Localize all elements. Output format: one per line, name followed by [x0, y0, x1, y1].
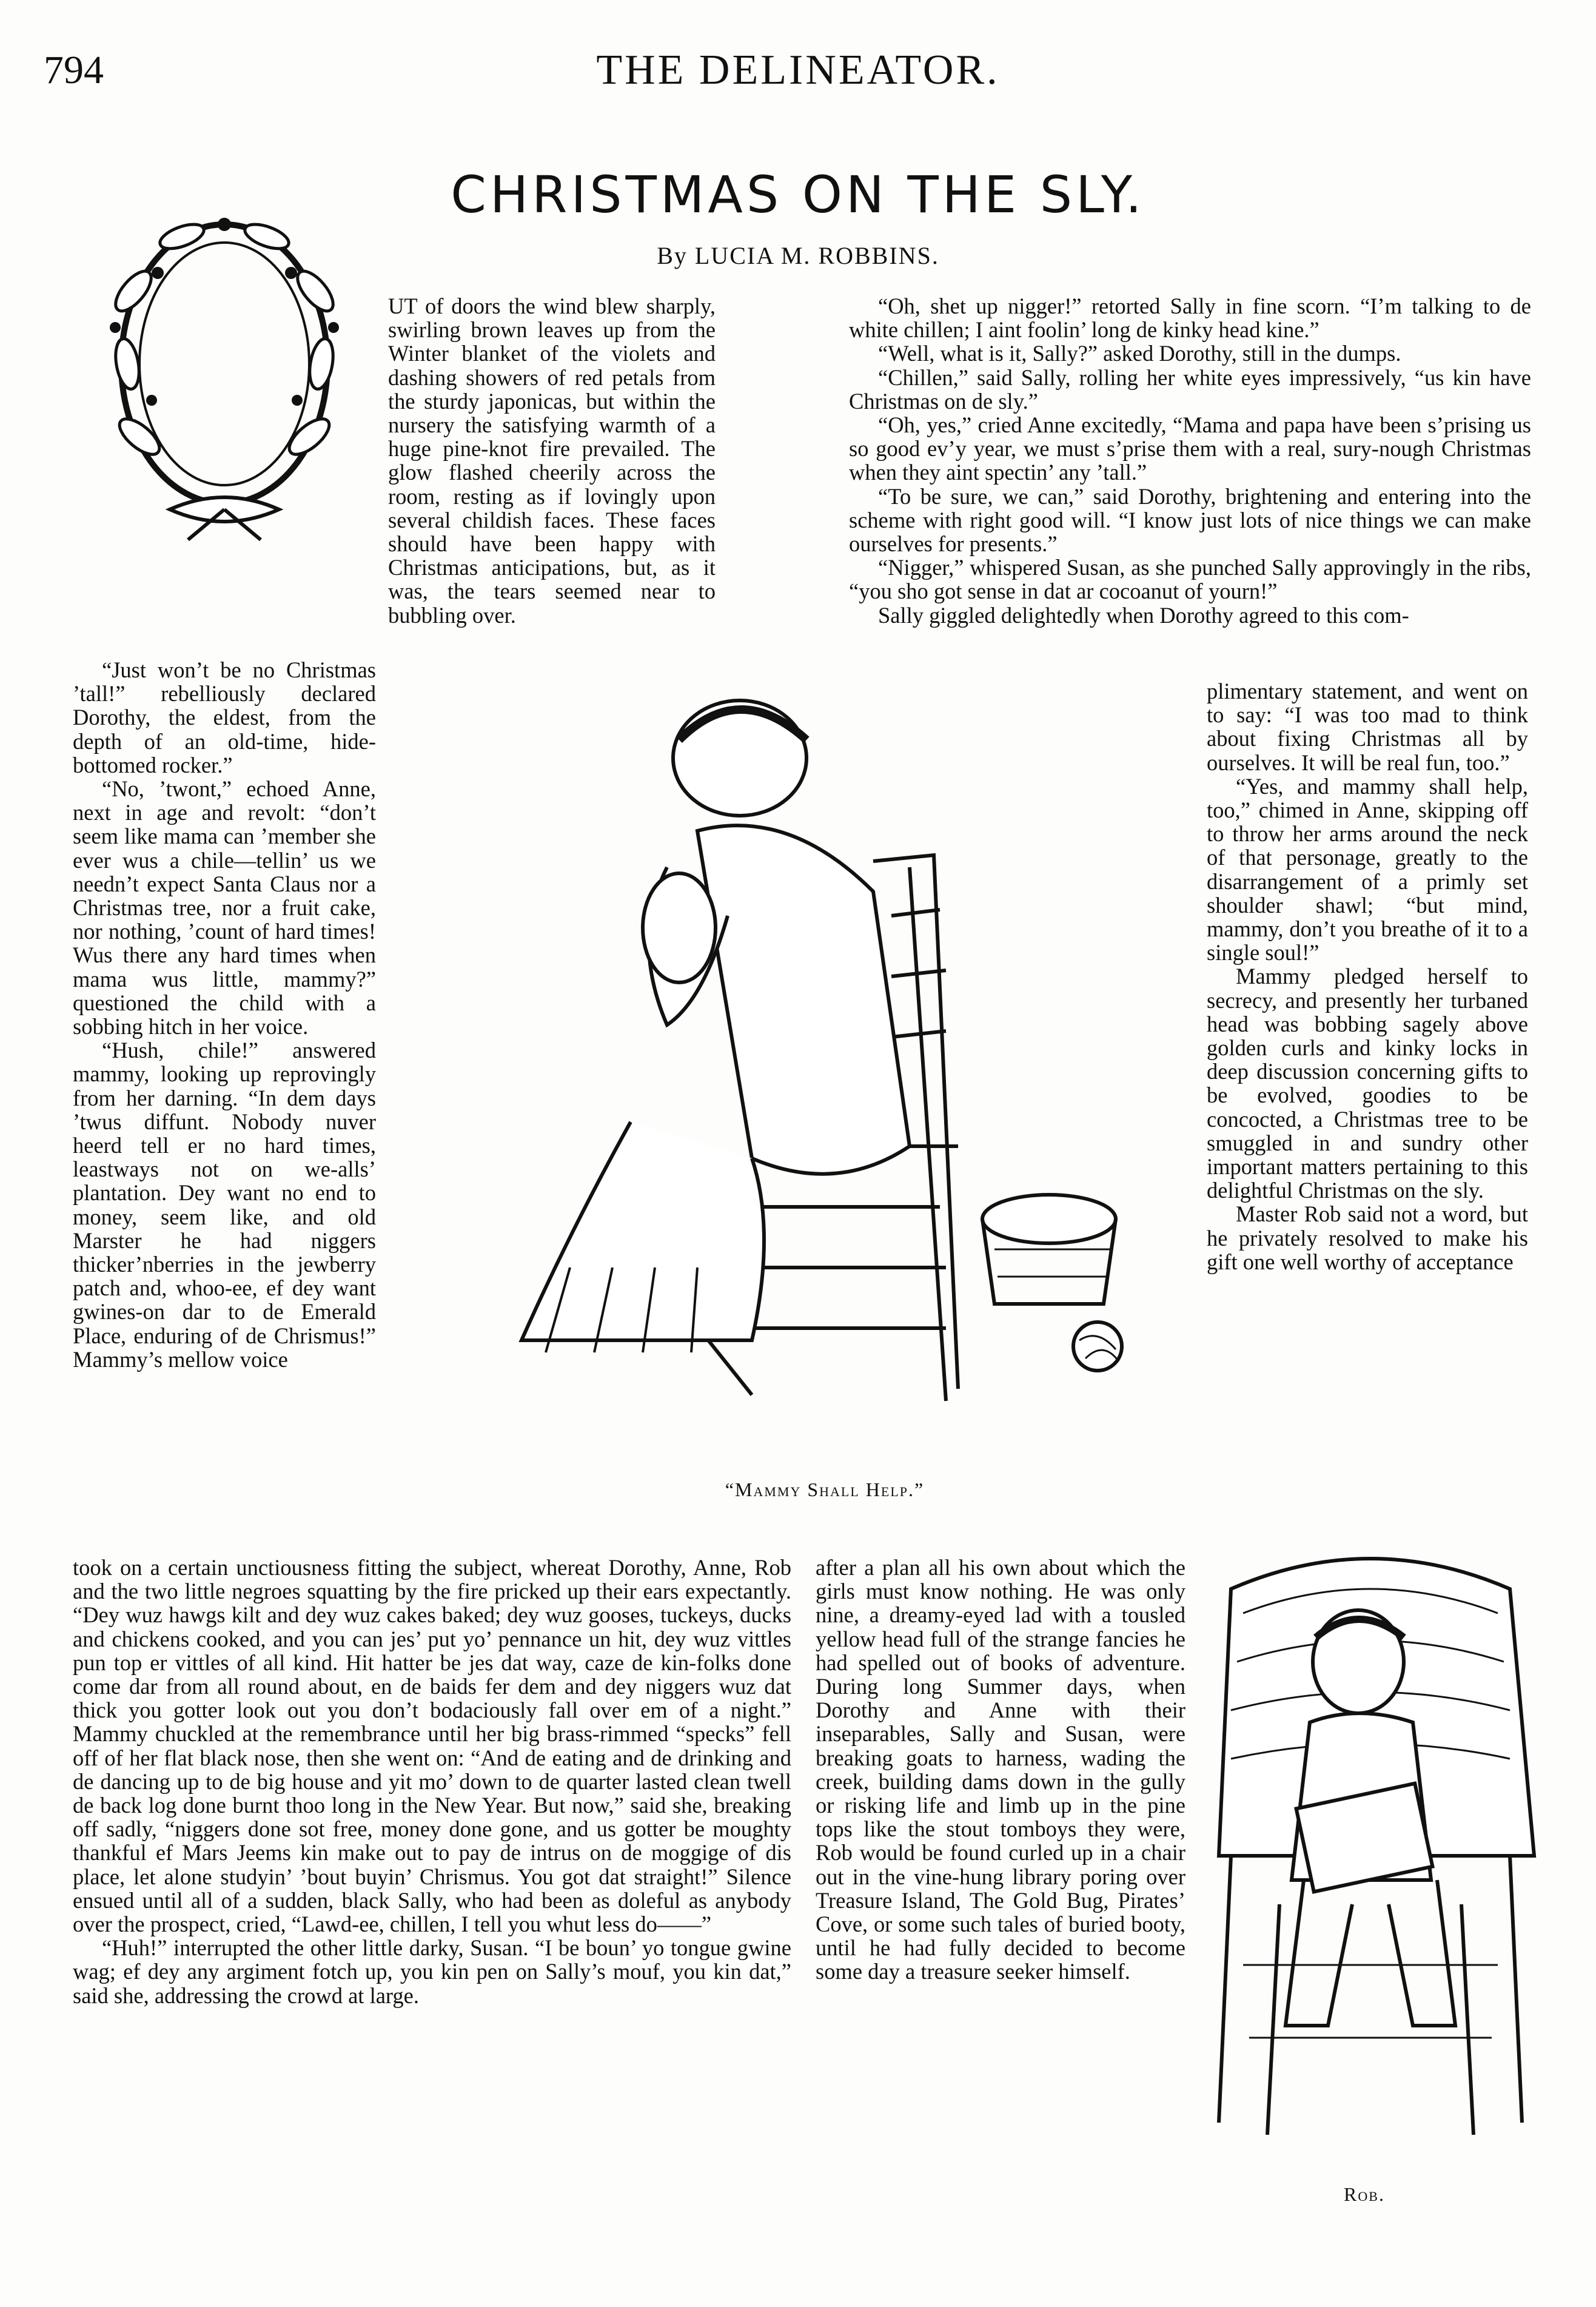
rob-illustration: [1195, 1540, 1546, 2159]
paragraph-mammy-continued: took on a certain unctiousness fitting the subject, whereat Dorothy, Anne, Rob and the two little negroes squatting by the fire pricked up their ears expectantly. “Dey wuz hawgs kilt and dey wuz cakes baked; dey wuz gooses, tuckeys, ducks and chickens cooked, and you can jes’ put yo’ pennance un hit, dey wuz vittles pun top er vittles of all kind. Hit hatter be jes dat way, caze de kin-folks done come dar from all round about, en de baids fer dem and dey niggers wuz dat thick you gotter look out you don’t bodaciously fall over em of a night.” Mammy chuckled at the remembrance until her big brass-rimmed “specks” fell off of her flat black nose, then she went on: “And de eating and de drinking and de dancing up to de big house and yit mo’ down to de quarter lasted clean twell de back log done burnt thoo long in the New Year. But now,” said she, breaking off sadly, “niggers done sot free, money done gone, and us gotter be moughty thankful ef Mars Jeems kin make out to pay de intrus on de moggige of dis place, let alone studyin’ ’bout buyin’ Chrismus. You got dat straight!” Silence ensued until all of a sudden, black Sally, who had been as doleful as anybody over the prospect, cried, “Lawd-ee, chillen, I tell you whut less do——”: [73, 1555, 791, 1937]
mammy-caption: “Mammy Shall Help.”: [725, 1479, 925, 1500]
mammy-illustration: [412, 685, 1182, 1468]
rob-reading-in-wicker-chair-drawing: [1195, 1540, 1546, 2159]
left-column-narrow: [73, 658, 376, 1371]
paragraph-anne-excited: “Oh, yes,” cried Anne excitedly, “Mama and papa have been s’prising us so good ev’y year, we must s’prise them with a real, sury-nough Christmas when they aint spectin’ any ’tall.”: [849, 412, 1531, 485]
running-head: THE DELINEATOR.: [596, 47, 1000, 93]
paragraph-rob-plan: after a plan all his own about which the girls must know nothing. He was only nine, a dreamy-eyed lad with a tousled yellow head full of the strange fancies he had spelled out of books of adventure. During long Summer days, when Dorothy and Anne with their inseparables, Sally and Susan, were breaking goats to harness, wading the creek, building dams down in the gully or risking life and limb up in the pine tops like the stout tomboys they were, Rob would be found curled up in a chair out in the vine-hung library poring over Treasure Island, The Gold Bug, Pirates’ Cove, or some such tales of buried booty, until he had fully decided to become some day a treasure seeker himself.: [816, 1555, 1185, 1984]
byline: By LUCIA M. ROBBINS.: [657, 242, 939, 269]
paragraph-dorothy: “Just won’t be no Christmas ’tall!” rebelliously declared Dorothy, the eldest, from the depth of an old-time, hide-bottomed rocker.”: [73, 657, 376, 777]
paragraph-master-rob: Master Rob said not a word, but he privately resolved to make his gift one well worthy of acceptance: [1207, 1201, 1528, 1274]
paragraph-dorothy-asks: “Well, what is it, Sally?” asked Dorothy, still in the dumps.: [878, 341, 1401, 366]
paragraph-dorothy-agrees: “To be sure, we can,” said Dorothy, brightening and entering into the scheme with right good will. “I know just lots of nice things we can make ourselves for presents.”: [849, 483, 1531, 557]
mammy-in-rocking-chair-drawing: [412, 685, 1182, 1468]
opening-paragraph: UT of doors the wind blew sharply, swirling brown leaves up from the Winter blanket of the violets and dashing showers of red petals from the sturdy japonicas, but within the nursery the satisfying warmth of a huge pine-knot fire prevailed. The glow flashed cheerily across the room, resting as if lovingly upon several childish faces. These faces should have been happy with Christmas anticipations, but, as it was, the tears seemed near to bubbling over.: [388, 294, 716, 628]
paragraph-mammy-help: “Yes, and mammy shall help, too,” chimed in Anne, skipping off to throw her arms around the neck of that personage, greatly to the disarrangement of a primly set shoulder shawl; “but mind, mammy, don’t you breathe of it to a single soul!”: [1207, 773, 1528, 965]
paragraph-anne: “No, ’twont,” echoed Anne, next in age and revolt: “don’t seem like mama can ’member she ever wus a chile—tellin’ us we needn’t expect Santa Claus nor a Christmas tree, nor a fruit cake, nor nothing, ’count of hard times! Wus there any hard times when mama wus little, mammy?” questioned the child with a sobbing hitch in her voice.: [73, 776, 376, 1039]
paragraph-mammy: “Hush, chile!” answered mammy, looking up reprovingly from her darning. “In dem days ’twus diffunt. Nobody nuver heerd tell er no hard times, leastways not on we-alls’ plantation. Dey want no end to money, seem like, and old Marster he had niggers thicker’nberries in the jewberry patch and, whoo-ee, ef dey want gwines-on dar to de Emerald Place, enduring of de Chrismus!” Mammy’s mellow voice: [73, 1038, 376, 1372]
paragraph-susan-whispers: “Nigger,” whispered Susan, as she punched Sally approvingly in the ribs, “you sho got sense in dat ar cocoanut of yourn!”: [849, 555, 1531, 604]
left-column-lower: [73, 1556, 791, 2007]
right-column-narrow: [1207, 679, 1528, 1274]
rob-caption: Rob.: [1344, 2183, 1385, 2205]
right-column-upper: [849, 294, 1531, 627]
mistletoe-wreath-icon: [79, 182, 370, 546]
left-column-opening: [388, 294, 716, 627]
paragraph-mammy-pledged: Mammy pledged herself to secrecy, and presently her turbaned head was bobbing sagely above golden curls and kinky locks in deep discussion concerning gifts to be evolved, goodies to be concocted, a Christmas tree to be smuggled in and sundry other important matters pertaining to this delightful Christmas on the sly.: [1207, 964, 1528, 1203]
page-number: 794: [44, 48, 104, 92]
paragraph-susan: “Huh!” interrupted the other little darky, Susan. “I be boun’ yo tongue gwine wag; ef dey any argiment fotch up, you kin pen on Sally’s mouf, you kin dat,” said she, addressing the crowd at large.: [73, 1935, 791, 2008]
right-column-lower: [816, 1556, 1185, 1984]
paragraph-sally-giggled: Sally giggled delightedly when Dorothy agreed to this com-: [878, 602, 1409, 628]
drop-cap-wreath-illustration: [79, 182, 370, 546]
paragraph-sally-retort: “Oh, shet up nigger!” retorted Sally in fine scorn. “I’m talking to de white chillen; I aint foolin’ long de kinky head kine.”: [849, 294, 1531, 343]
article-title: CHRISTMAS ON THE SLY.: [451, 165, 1145, 224]
paragraph-sally-giggled-cont: plimentary statement, and went on to say: “I was too mad to think about fixing Christmas all by ourselves. It will be real fun, too.”: [1207, 679, 1528, 775]
paragraph-sally-plan: “Chillen,” said Sally, rolling her white eyes impressively, “us kin have Christmas on de sly.”: [849, 364, 1531, 414]
